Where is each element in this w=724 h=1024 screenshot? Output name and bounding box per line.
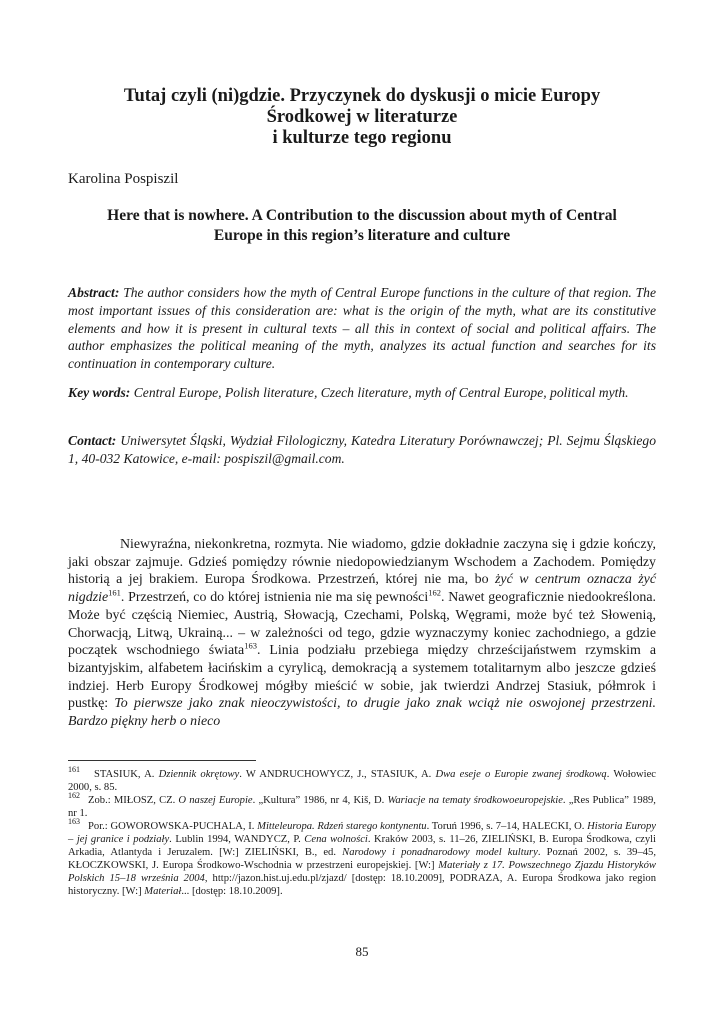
footnote-ref-163: 163 (244, 640, 257, 651)
abstract (68, 284, 656, 373)
footnote-ref-161: 161 (108, 587, 121, 598)
abstract-text: The author considers how the myth of Central Europe functions in the culture of that region. The most important issues of this consideration are: what is the origin of the myth, what are its constitutive elements and how it is present in cultural texts – all this in context of social and political affairs. The author emphasizes the political meaning of the myth, analyzes its actual function and searches for its continuation in contemporary culture. (68, 285, 656, 372)
footnote-text: . Toruń 1996, s. 7–14, HALECKI, O. (426, 821, 588, 832)
footnote-divider (68, 760, 256, 761)
title-line: Europe in this region’s literature and culture (213, 227, 511, 244)
keywords-text: Central Europe, Polish literature, Czech literature, myth of Central Europe, political myth. (133, 385, 629, 400)
contact-text: Uniwersytet Śląski, Wydział Filologiczny, Katedra Literatury Porównawczej; Pl. Sejmu Śląskiego 1, 40-032 Katowice, e-mail: pospiszil@gmail.com. (68, 433, 656, 466)
title-line: i kulturze tego regionu (272, 128, 452, 148)
page-number: 85 (355, 944, 369, 959)
contact-label: Contact: (68, 433, 117, 448)
footnote-text: . Kraków 2003, s. 11–26, ZIELIŃSKI, B. Europa Środkowa, czyli Arkadia, Atlantyda i Jeruzalem. [W:] ZIELIŃSKI, B., ed. (68, 834, 656, 858)
body-span: . Nawet geograficznie niedookreślona. Może być częścią Niemiec, Austrią, Słowacją, Czechami, Polską, Węgrami, może być też Słowenią, Chorwacją, Litwą, Ukrainą... – w zależności od tego, gdzie wyznaczymy koniec zachodniego, a gdzie początek wschodniego świata (68, 590, 656, 659)
body-span: . Przestrzeń, co do której istnienia nie ma się pewności (120, 590, 429, 606)
footnote-text: Dziennik okrętowy (158, 769, 240, 780)
footnote-text: . „Res Publica” 1989, nr 1. (68, 795, 656, 819)
keywords (68, 384, 656, 402)
keywords-label: Key words: (68, 385, 131, 400)
title-line: Tutaj czyli (ni)gdzie. Przyczynek do dyskusji o micie Europy (123, 86, 601, 106)
footnote-text: Materiały z 17. Powszechnego Zjazdu Historyków Polskich 15–18 września 2004 (68, 860, 656, 884)
footnote-text: STASIUK, A. (94, 769, 159, 780)
footnote-text: Dwa eseje o Europie zwanej środkową (435, 769, 607, 780)
author-name: Karolina Pospiszil (68, 171, 179, 187)
footnote-text: Wariacje na tematy środkowoeuropejskie (387, 795, 563, 806)
footnote-text: Por.: GOWOROWSKA-PUCHALA, I. (88, 821, 258, 832)
body-quote: żyć w centrum oznacza żyć nigdzie (68, 572, 657, 606)
footnote-text: Materiał (144, 886, 182, 897)
footnote-161 (68, 765, 657, 794)
footnote-text: . Lublin 1994, WANDYCZ, P. (169, 834, 305, 845)
article-title-english (68, 206, 656, 246)
title-line: Here that is nowhere. A Contribution to the discussion about myth of Central (107, 207, 617, 224)
footnote-text: Zob.: MIŁOSZ, CZ. (88, 795, 179, 806)
footnote-text: . „Kultura” 1986, nr 4, Kiš, D. (252, 795, 388, 806)
footnotes (68, 765, 657, 898)
footnote-number: 161 (68, 765, 80, 775)
body-span: . Linia podziału przebiega między chrześcijaństwem rzymskim a bizantyjskim, alfabetem łacińskim a cyrylicą, demokracją a systemem totalitarnym albo jeszcze gdzieś indziej. Herb Europy Środkowej mógłby mieścić w sobie, jak twierdzi Andrzej Stasiuk, półmrok i pustkę: (68, 643, 657, 712)
footnote-text: . Wołowiec 2000, s. 85. (68, 769, 657, 793)
footnote-text: Narodowy i ponadnarodowy model kultury (342, 847, 538, 858)
contact (68, 432, 656, 468)
footnote-163 (68, 817, 657, 898)
footnote-text: Mitteleuropa. Rdzeń starego kontynentu (257, 821, 427, 832)
title-line: Środkowej w literaturze (266, 107, 458, 127)
footnote-text: Historia Europy – jej granice i podziały (68, 821, 656, 845)
footnote-text: ... [dostęp: 18.10.2009]. (181, 886, 283, 897)
body-text (68, 536, 656, 731)
article-title-polish (68, 86, 656, 149)
footnote-text: Cena wolności (304, 834, 368, 845)
footnote-text: , http://jazon.hist.uj.edu.pl/zjazd/ [dostęp: 18.10.2009], PODRAZA, A. Europa Środkowa jako region historyczny. [W:] (68, 873, 656, 897)
footnote-number: 162 (68, 791, 80, 801)
footnote-ref-162: 162 (428, 587, 441, 598)
footnote-text: . Poznań 2002, s. 39–45, KŁOCZKOWSKI, J. Europa Środkowo-Wschodnia w przestrzeni europejskiej. [W:] (68, 847, 657, 871)
body-span: Niewyraźna, niekonkretna, rozmyta. Nie wiadomo, gdzie dokładnie zaczyna się i gdzie kończy, jaki obszar zajmuje. Gdzieś pomiędzy równie niedopowiedzianym Wschodem a Zachodem. Pomiędzy historią a jej brakiem. Europa Środkowa. Przestrzeń, której nie ma, bo (68, 537, 656, 588)
abstract-label: Abstract: (68, 285, 120, 300)
footnote-text: O naszej Europie (178, 795, 253, 806)
footnote-number: 163 (68, 817, 80, 827)
body-quote: To pierwsze jako znak nieoczywistości, to drugie jako znak wciąż nie oswojonej przestrzeni. Bardzo piękny herb o nieco (68, 696, 656, 730)
body-paragraph (68, 536, 656, 731)
footnote-162 (68, 791, 656, 820)
footnote-text: . W ANDRUCHOWYCZ, J., STASIUK, A. (239, 769, 436, 780)
